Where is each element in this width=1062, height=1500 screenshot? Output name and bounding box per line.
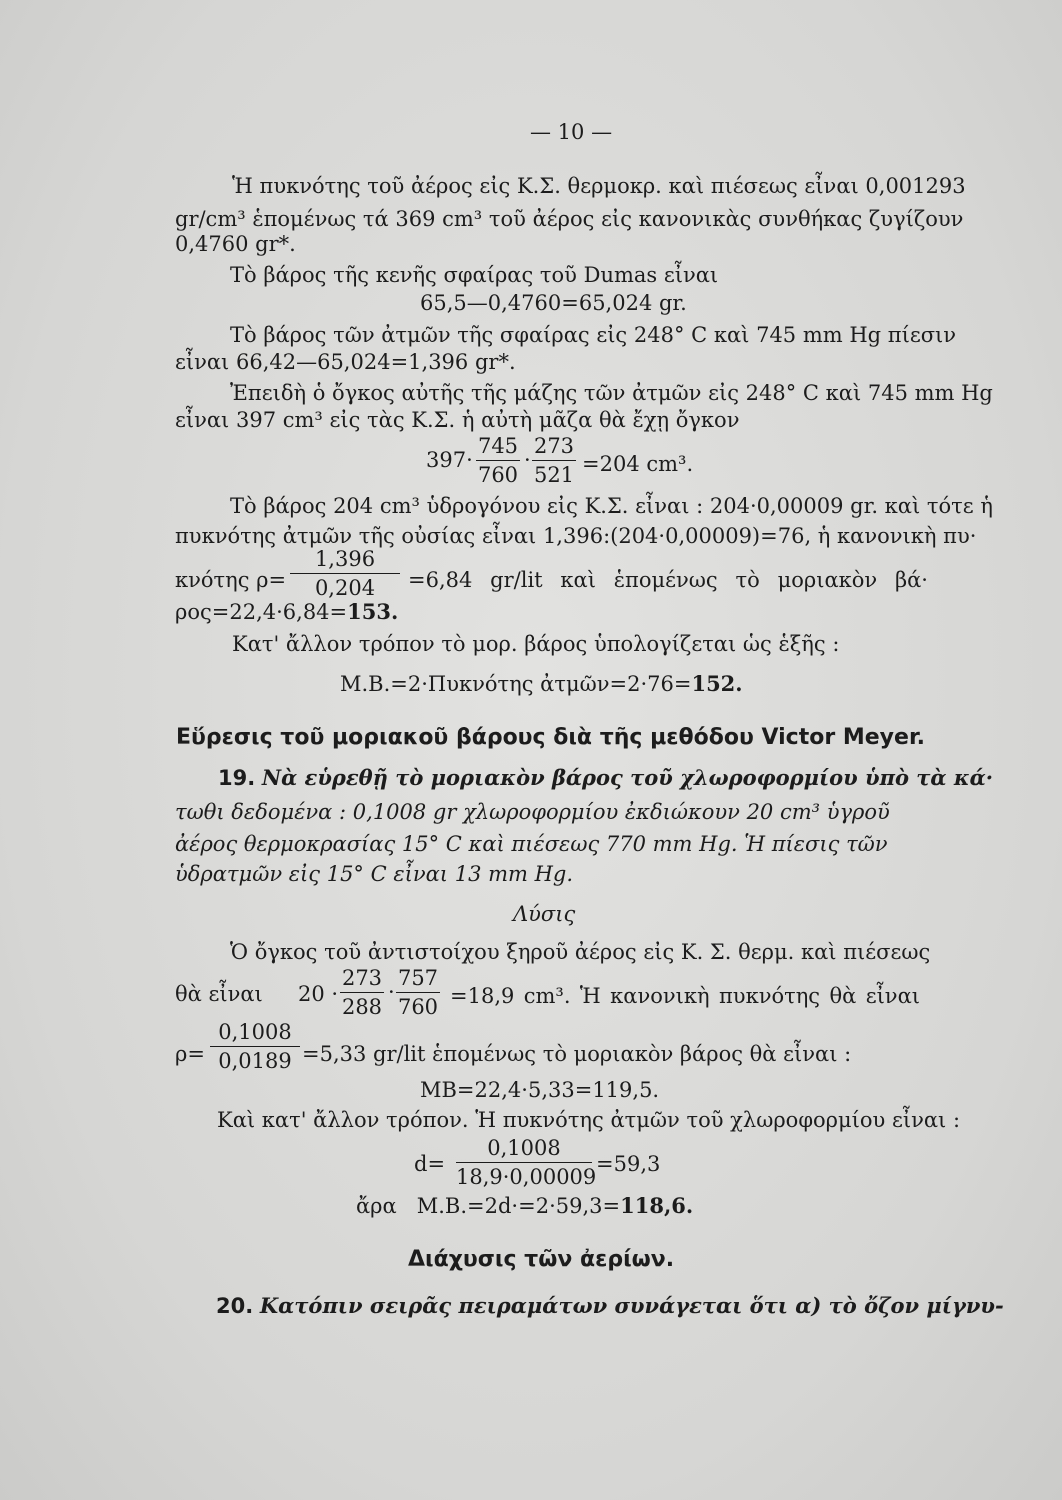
result-value: 152. [691, 671, 743, 696]
problem-line: τωθι δεδομένα : 0,1008 gr χλωροφορμίου ἐκδιώκουν 20 cm³ ὑγροῦ [175, 800, 890, 824]
equation-part: κνότης ρ= [175, 568, 287, 592]
result-value: 118,6. [620, 1193, 694, 1218]
text-line: εἶναι 66,42—65,024=1,396 gr*. [175, 350, 516, 374]
text-line: Ὁ ὄγκος τοῦ ἀντιστοίχου ξηροῦ ἀέρος εἰς Κ. Σ. θερμ. καὶ πιέσεως [230, 940, 931, 964]
equation-part: =59,3 [596, 1152, 661, 1176]
equation: ΜΒ=22,4·5,33=119,5. [420, 1078, 660, 1102]
text-span: θὰ εἶναι [175, 982, 263, 1006]
fraction-bar [210, 1046, 300, 1047]
problem-statement [216, 1294, 1004, 1318]
fraction [340, 966, 384, 1019]
denominator: 0,204 [314, 576, 376, 600]
text-line: =18,9 cm³. Ἡ κανονικὴ πυκνότης θὰ εἶναι [450, 984, 920, 1008]
denominator: 18,9·0,00009 [456, 1165, 597, 1189]
numerator: 0,1008 [218, 1020, 292, 1044]
problem-number: 20. [216, 1294, 254, 1318]
text-line: πυκνότης ἀτμῶν τῆς οὐσίας εἶναι 1,396:(204·0,00009)=76, ἡ κανονικὴ πυ· [175, 524, 977, 548]
text-line: 0,4760 gr*. [175, 232, 296, 256]
problem-line: ἀέρος θερμοκρασίας 15° C καὶ πιέσεως 770 mm Hg. Ἡ πίεσις τῶν [175, 832, 888, 856]
section-heading: Διάχυσις τῶν ἀερίων. [408, 1247, 675, 1272]
denominator: 760 [397, 995, 439, 1019]
equation-part: 397· [426, 448, 473, 472]
equation-part: =204 cm³. [582, 452, 694, 476]
problem-line: ὑδρατμῶν εἰς 15° C εἶναι 13 mm Hg. [175, 862, 574, 886]
numerator: 745 [477, 434, 519, 458]
problem-number: 19. [218, 766, 256, 790]
fraction [290, 547, 400, 600]
text-line: Τὸ βάρος 204 cm³ ὑδρογόνου εἰς Κ.Σ. εἶναι : 204·0,00009 gr. καὶ τότε ἡ [230, 494, 993, 518]
text-line [175, 600, 398, 624]
equation-part: 20 · [298, 982, 339, 1006]
fraction-bar [456, 1162, 592, 1163]
text-span: Μ.Β.=2d·=2·59,3= [416, 1194, 621, 1218]
text-line: Ἐπειδὴ ὁ ὄγκος αὐτῆς τῆς μάζης τῶν ἀτμῶν εἰς 248° C καὶ 745 mm Hg [230, 381, 993, 405]
text-line: Τὸ βάρος τῆς κενῆς σφαίρας τοῦ Dumas εἶναι [230, 263, 719, 287]
denominator: 0,0189 [218, 1049, 292, 1073]
section-heading: Εὕρεσις τοῦ μοριακοῦ βάρους διὰ τῆς μεθόδου Victor Meyer. [176, 725, 926, 750]
text-line: =6,84 gr/lit καὶ ἑπομένως τὸ μοριακὸν βά· [408, 568, 928, 592]
fraction [210, 1020, 300, 1073]
text-line: εἶναι 397 cm³ εἰς τὰς Κ.Σ. ἡ αὐτὴ μᾶζα θὰ ἔχῃ ὄγκον [175, 408, 740, 432]
numerator: 1,396 [314, 547, 376, 571]
fraction [396, 966, 440, 1019]
equation: 65,5—0,4760=65,024 gr. [420, 291, 687, 315]
text-span: Μ.Β.=2·Πυκνότης ἀτμῶν=2·76= [340, 672, 692, 696]
problem-statement [218, 766, 993, 790]
denominator: 760 [477, 463, 519, 487]
text-span: Κατόπιν σειρᾶς πειραμάτων συνάγεται ὅτι α) τὸ ὄζον μίγνυ- [259, 1293, 1004, 1318]
text-line: Τὸ βάρος τῶν ἀτμῶν τῆς σφαίρας εἰς 248° C καὶ 745 mm Hg πίεσιν [230, 323, 957, 347]
numerator: 0,1008 [487, 1136, 561, 1160]
fraction-bar [340, 992, 384, 993]
denominator: 288 [341, 995, 383, 1019]
denominator: 521 [533, 463, 575, 487]
equation-part: ρ= [175, 1042, 205, 1066]
fraction-bar [476, 460, 520, 461]
fraction-bar [396, 992, 440, 993]
text-line: Κατ' ἄλλον τρόπον τὸ μορ. βάρος ὑπολογίζεται ὡς ἑξῆς : [232, 632, 840, 656]
numerator: 273 [341, 966, 383, 990]
numerator: 757 [397, 966, 439, 990]
text-line: Ἡ πυκνότης τοῦ ἀέρος εἰς Κ.Σ. θερμοκρ. καὶ πιέσεως εἶναι 0,001293 [232, 174, 966, 198]
equation-part: · [388, 980, 395, 1004]
fraction [456, 1136, 597, 1189]
fraction [532, 434, 576, 487]
fraction [476, 434, 520, 487]
text-span: ρος=22,4·6,84= [175, 600, 348, 624]
numerator: 273 [533, 434, 575, 458]
fraction-bar [532, 460, 576, 461]
equation-part: · [524, 448, 531, 472]
fraction-bar [290, 573, 400, 574]
text-line: gr/cm³ ἑπομένως τά 369 cm³ τοῦ ἀέρος εἰς κανονικὰς συνθήκας ζυγίζουν [175, 207, 964, 231]
equation [340, 672, 743, 696]
solution-title: Λύσις [513, 902, 576, 926]
page-number: — 10 — [530, 120, 613, 144]
text-span: ἄρα [356, 1194, 397, 1218]
equation-part: d= [414, 1152, 446, 1176]
result-value: 153. [347, 599, 399, 624]
text-line: =5,33 gr/lit ἑπομένως τὸ μοριακὸν βάρος θὰ εἶναι : [302, 1042, 852, 1066]
equation [356, 1194, 693, 1218]
text-line: Καὶ κατ' ἄλλον τρόπον. Ἡ πυκνότης ἀτμῶν τοῦ χλωροφορμίου εἶναι : [217, 1108, 961, 1132]
text-span: Νὰ εὑρεθῇ τὸ μοριακὸν βάρος τοῦ χλωροφορμίου ὑπὸ τὰ κά· [261, 765, 994, 790]
